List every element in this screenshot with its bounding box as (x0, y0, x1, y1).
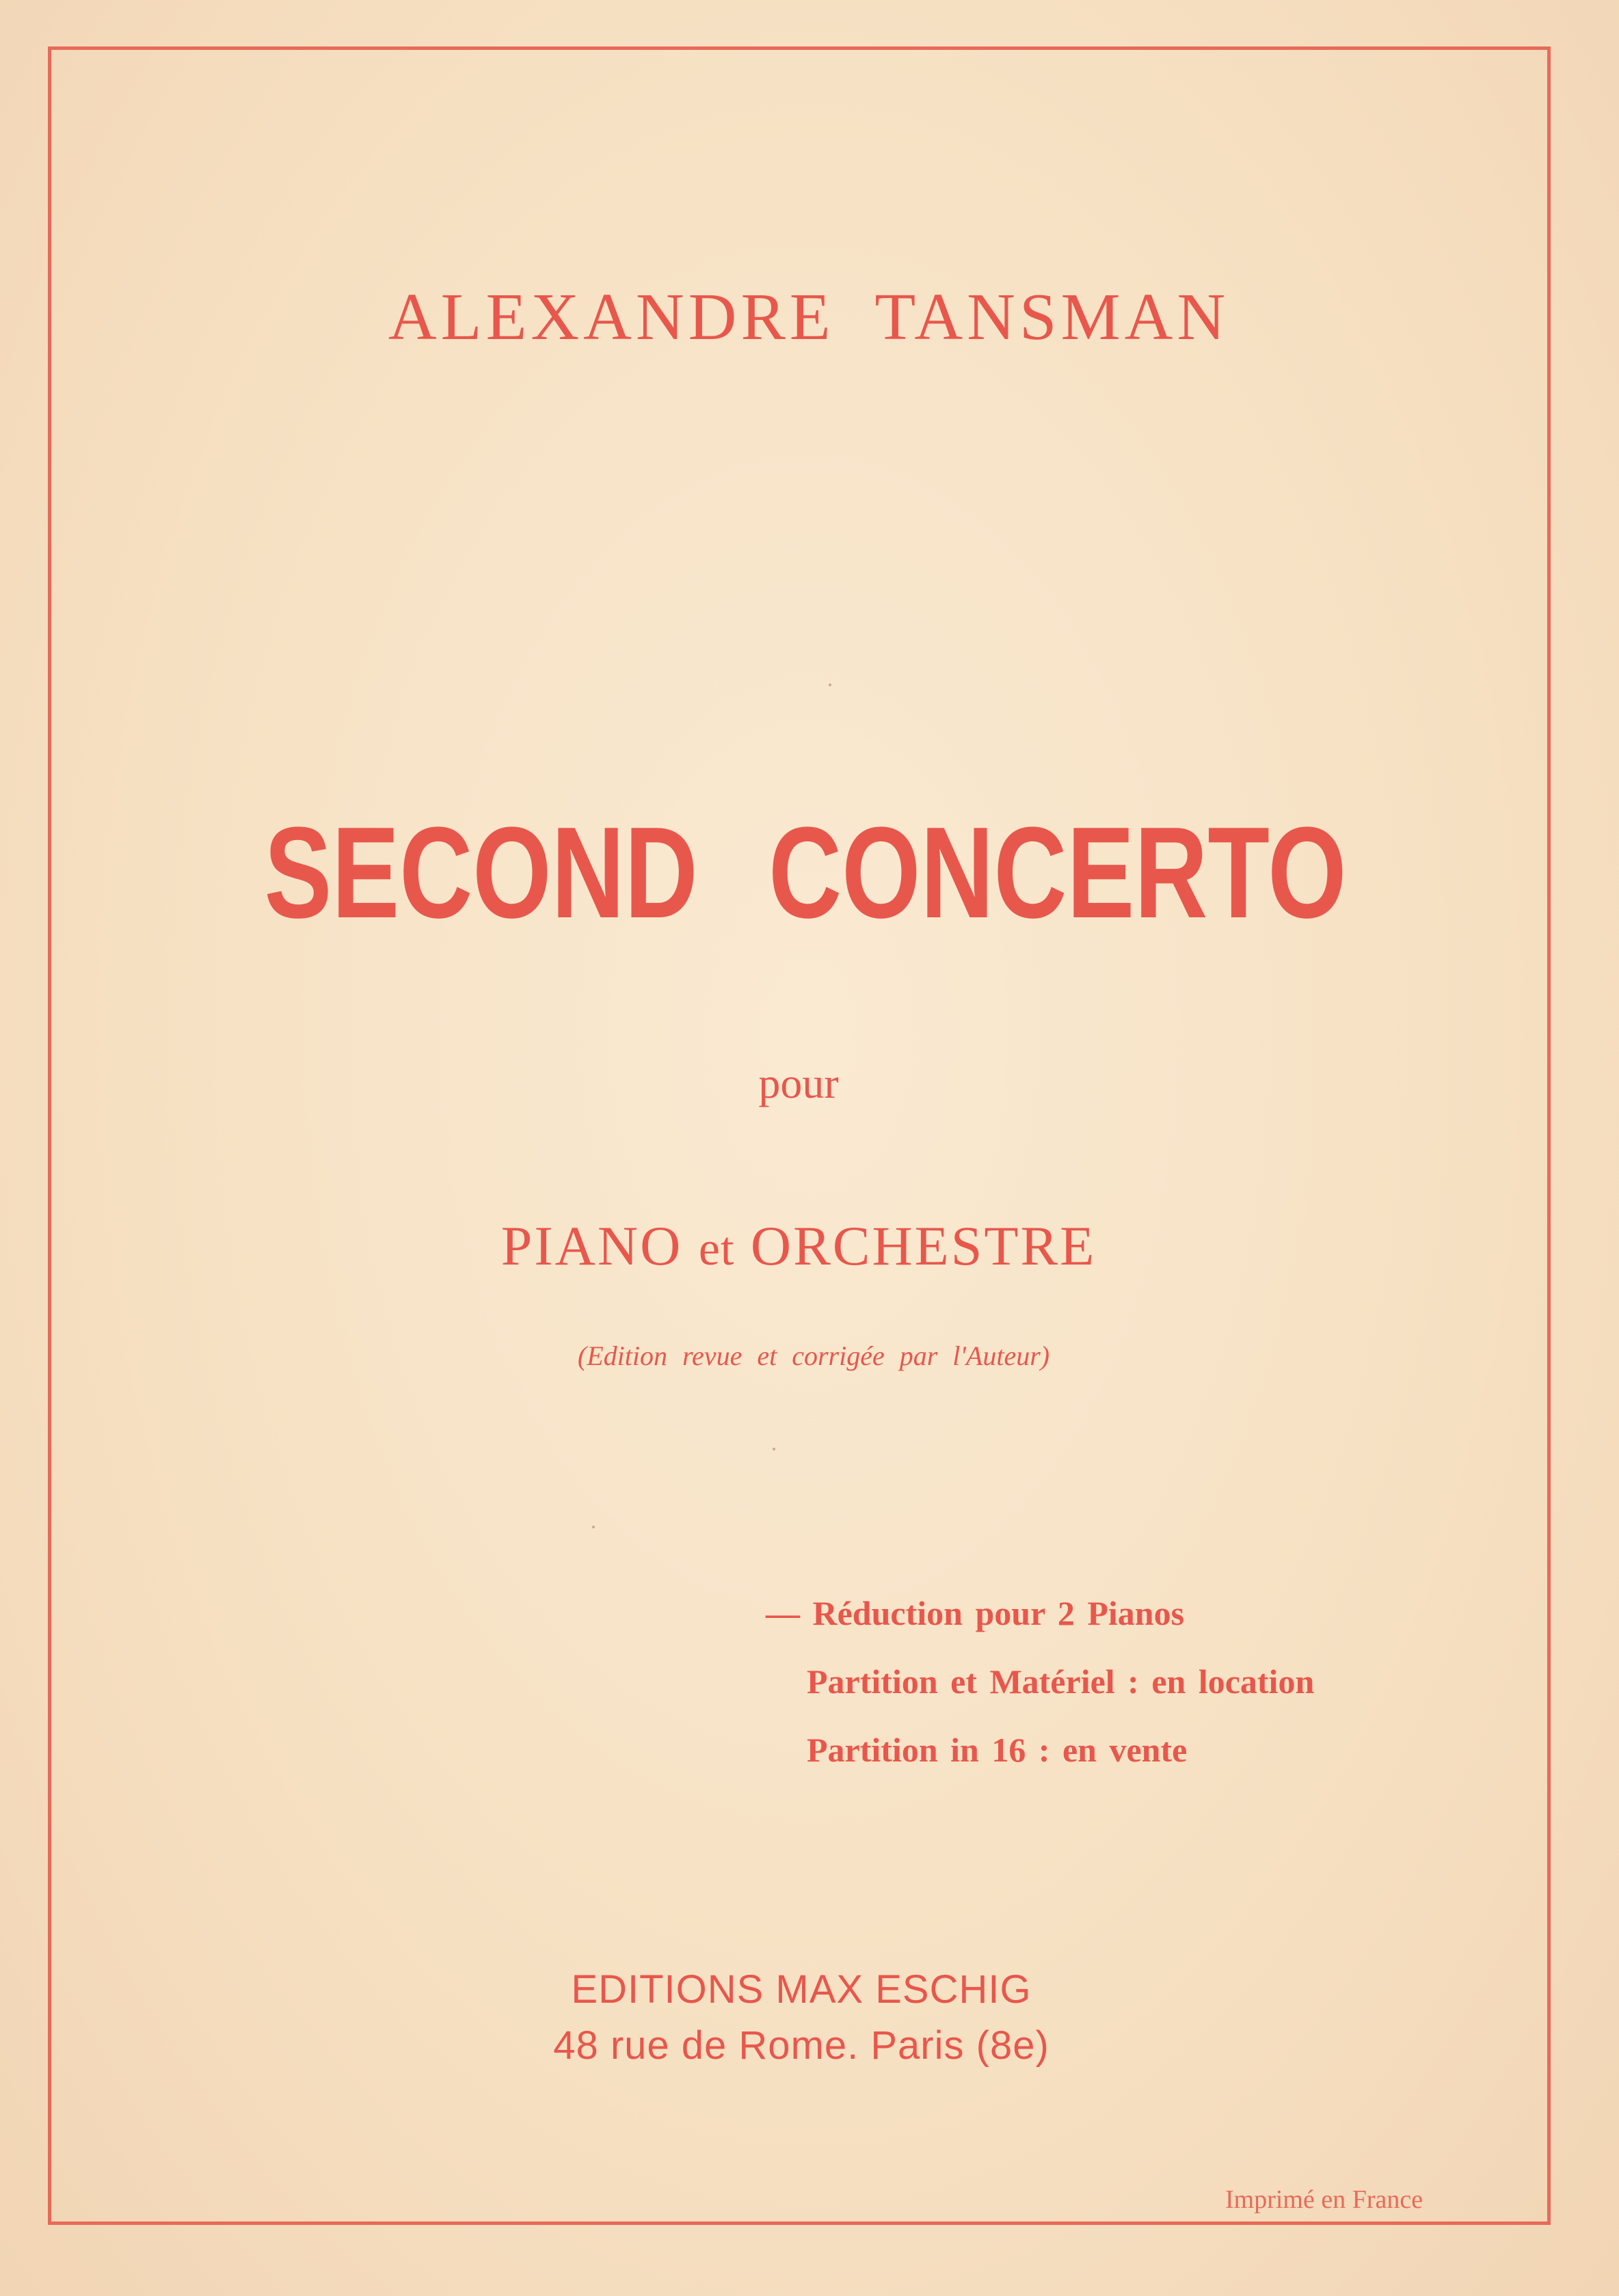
availability-rental: Partition et Matériel : en location (807, 1662, 1315, 1701)
publisher-address: 48 rue de Rome. Paris (8e) (553, 2023, 1049, 2068)
publisher-name: EDITIONS MAX ESCHIG (571, 1967, 1032, 2012)
composer-name: ALEXANDRE TANSMAN (388, 280, 1230, 354)
paper-speck (773, 1448, 775, 1450)
instrument-orchestre: ORCHESTRE (750, 1215, 1097, 1277)
availability-sale: Partition in 16 : en vente (807, 1731, 1188, 1769)
instrument-piano: PIANO (500, 1215, 683, 1277)
publisher-block (553, 1962, 1049, 2074)
edition-note: (Edition revue et corrigée par l'Auteur) (577, 1340, 1050, 1371)
availability-list (766, 1579, 1314, 1784)
paper-speck (592, 1526, 595, 1528)
instrumentation (501, 1214, 1097, 1278)
work-title: SECOND CONCERTO (264, 800, 1347, 945)
pour-label: pour (758, 1059, 839, 1107)
imprint-note: Imprimé en France (1225, 2185, 1423, 2214)
availability-reduction: — Réduction pour 2 Pianos (766, 1594, 1185, 1632)
page-border (48, 46, 1551, 2225)
paper-speck (829, 684, 831, 686)
instrument-conjunction: et (698, 1223, 735, 1275)
